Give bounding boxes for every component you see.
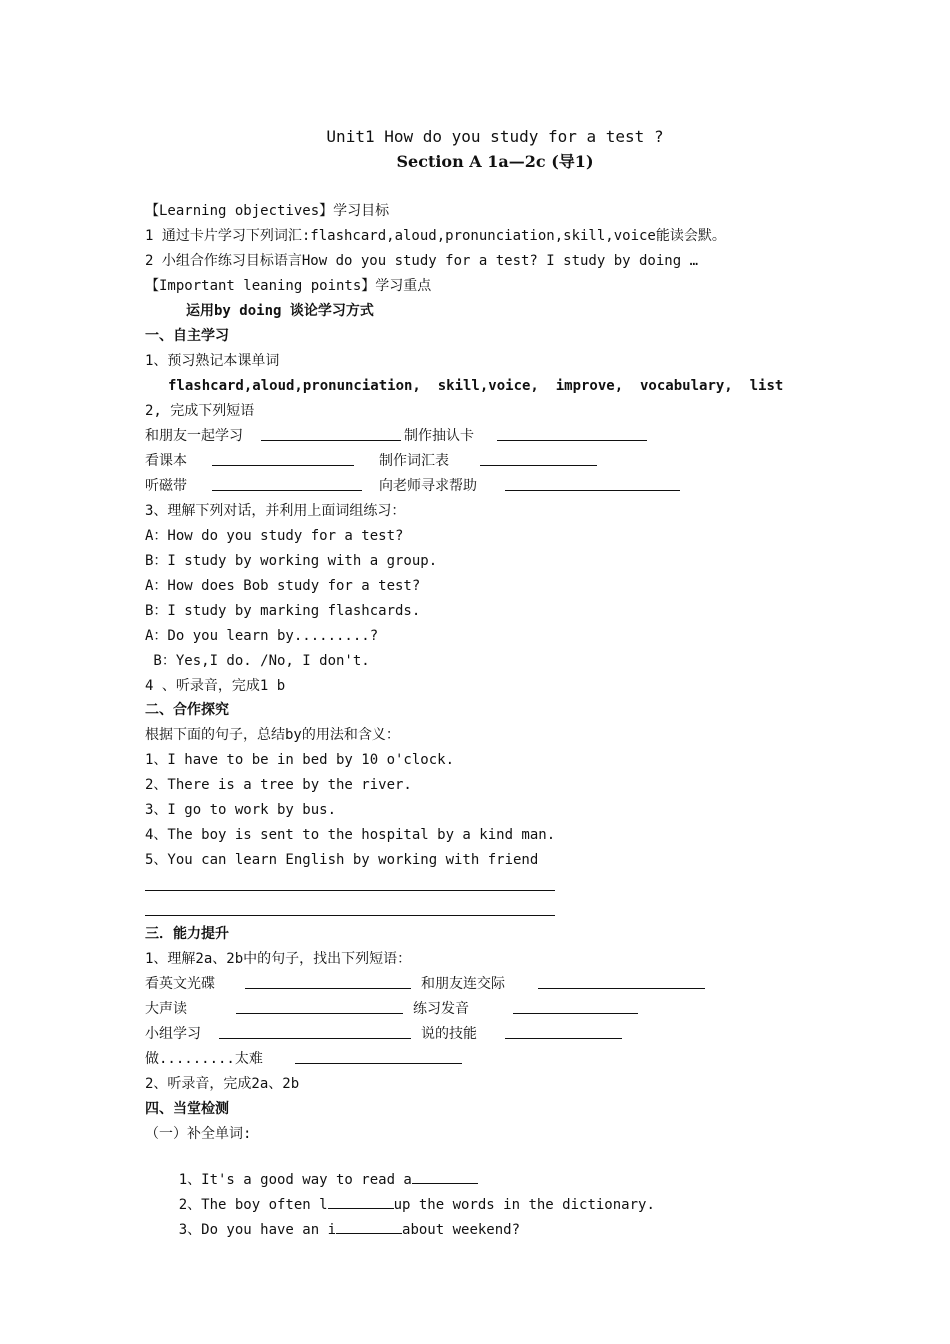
fill-item-text: 1、It's a good way to read a xyxy=(178,1172,412,1188)
answer-blank[interactable] xyxy=(505,476,680,491)
answer-blank[interactable] xyxy=(505,1024,622,1039)
dialog-line: A：How does Bob study for a test? xyxy=(145,578,421,594)
example-sentence: 2、There is a tree by the river. xyxy=(145,777,412,793)
important-text: 运用by doing 谈论学习方式 xyxy=(186,303,374,319)
section-1-q4: 4 、听录音，完成1 b xyxy=(145,678,286,694)
section-1-heading: 一、自主学习 xyxy=(145,328,229,344)
answer-blank[interactable] xyxy=(336,1219,402,1234)
example-sentence: 5、You can learn English by working with friend xyxy=(145,852,539,868)
answer-line[interactable] xyxy=(145,915,555,916)
answer-blank[interactable] xyxy=(513,999,638,1014)
answer-line[interactable] xyxy=(145,890,555,891)
important-heading: 【Important leaning points】学习重点 xyxy=(145,278,432,294)
section-3-q1: 1、理解2a、2b中的句子，找出下列短语： xyxy=(145,951,412,967)
answer-blank[interactable] xyxy=(497,426,647,441)
phrase-label: 做.........太难 xyxy=(145,1051,263,1067)
answer-blank[interactable] xyxy=(295,1049,462,1064)
fill-item-text: about weekend? xyxy=(402,1222,521,1238)
fill-item-text: 3、Do you have an i xyxy=(178,1222,337,1238)
example-sentence: 3、I go to work by bus. xyxy=(145,802,337,818)
dialog-line: B：I study by working with a group. xyxy=(145,553,438,569)
dialog-line: B：I study by marking flashcards. xyxy=(145,603,421,619)
phrase-label: 练习发音 xyxy=(413,1001,469,1017)
section-3-heading: 三．能力提升 xyxy=(145,926,229,942)
page-title: Unit1 How do you study for a test ? xyxy=(326,127,664,146)
objectives-heading: 【Learning objectives】学习目标 xyxy=(145,203,390,219)
fill-item-text: 2、The boy often l xyxy=(178,1197,328,1213)
section-4-sub: （一）补全单词: xyxy=(145,1126,252,1142)
vocabulary-words: flashcard,aloud,pronunciation, skill,voice, improve, vocabulary, list xyxy=(168,378,784,394)
answer-blank[interactable] xyxy=(538,974,705,989)
dialog-line: A：Do you learn by.........? xyxy=(145,628,379,644)
answer-blank[interactable] xyxy=(212,476,362,491)
phrase-label: 制作抽认卡 xyxy=(404,428,474,444)
dialog-line: B：Yes,I do. /No, I don't. xyxy=(145,653,370,669)
section-1-q3: 3、理解下列对话，并利用上面词组练习： xyxy=(145,503,406,519)
phrase-label: 大声读 xyxy=(145,1001,187,1017)
page-subtitle: Section A 1a—2c (导1) xyxy=(396,152,594,171)
objective-item-1: 1 通过卡片学习下列词汇:flashcard,aloud,pronunciation,skill,voice能读会默。 xyxy=(145,228,726,244)
fill-item-3 xyxy=(145,1199,520,1260)
phrase-label: 和朋友连交际 xyxy=(421,976,505,992)
example-sentence: 4、The boy is sent to the hospital by a kind man. xyxy=(145,827,556,843)
phrase-label: 看英文光碟 xyxy=(145,976,215,992)
answer-blank[interactable] xyxy=(236,999,403,1014)
answer-blank[interactable] xyxy=(212,451,354,466)
answer-blank[interactable] xyxy=(219,1024,411,1039)
section-1-q1: 1、预习熟记本课单词 xyxy=(145,353,280,369)
section-1-q2: 2, 完成下列短语 xyxy=(145,403,255,419)
objective-item-2: 2 小组合作练习目标语言How do you study for a test? I study by doing … xyxy=(145,253,699,269)
answer-blank[interactable] xyxy=(245,974,411,989)
answer-blank[interactable] xyxy=(480,451,597,466)
answer-blank[interactable] xyxy=(261,426,401,441)
section-3-q2: 2、听录音，完成2a、2b xyxy=(145,1076,300,1092)
phrase-label: 向老师寻求帮助 xyxy=(379,478,477,494)
fill-item-text: up the words in the dictionary. xyxy=(393,1197,655,1213)
phrase-label: 和朋友一起学习 xyxy=(145,428,243,444)
phrase-label: 听磁带 xyxy=(145,478,187,494)
section-4-heading: 四、当堂检测 xyxy=(145,1101,229,1117)
phrase-label: 看课本 xyxy=(145,453,187,469)
phrase-label: 说的技能 xyxy=(421,1026,477,1042)
example-sentence: 1、I have to be in bed by 10 o'clock. xyxy=(145,752,455,768)
dialog-line: A：How do you study for a test? xyxy=(145,528,404,544)
section-2-heading: 二、合作探究 xyxy=(145,702,229,718)
phrase-label: 小组学习 xyxy=(145,1026,201,1042)
phrase-label: 制作词汇表 xyxy=(379,453,449,469)
section-2-intro: 根据下面的句子，总结by的用法和含义： xyxy=(145,727,400,743)
